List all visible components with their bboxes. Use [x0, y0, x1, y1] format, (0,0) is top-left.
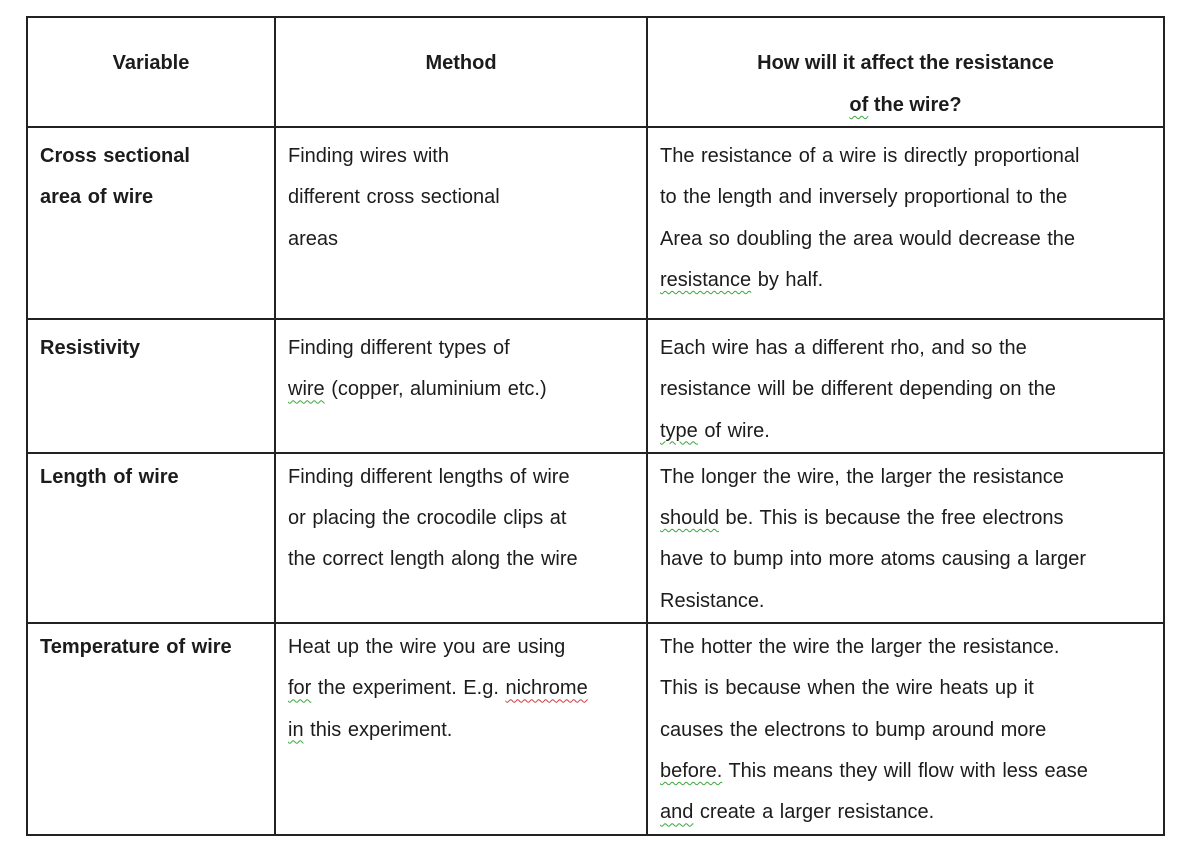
header-effect-line2: of the wire? [849, 94, 962, 116]
effect-text: Resistance. [660, 589, 765, 612]
cell-method [275, 319, 647, 453]
method-text: Finding wires with [288, 145, 449, 167]
grammar-flagged-word[interactable]: in [288, 718, 304, 741]
effect-text: This is because when the wire heats up it [660, 677, 1034, 700]
method-text: in this experiment. [288, 718, 453, 741]
header-method-label: Method [425, 52, 497, 74]
variables-table [26, 16, 1165, 836]
method-text: Finding different types of [288, 337, 510, 359]
method-text: Finding different lengths of wire [288, 465, 570, 488]
cell-effect [647, 623, 1164, 834]
header-effect-line1: How will it affect the resistance [757, 52, 1054, 74]
method-text: for the experiment. E.g. nichrome [288, 677, 588, 700]
effect-text: and create a larger resistance. [660, 801, 935, 824]
cell-effect [647, 319, 1164, 453]
variable-text: Resistivity [40, 337, 141, 359]
variable-text: Length of wire [40, 465, 179, 488]
cell-variable [27, 623, 275, 834]
cell-variable [27, 319, 275, 453]
header-effect [647, 17, 1164, 127]
variable-text: Cross sectional [40, 145, 190, 167]
table-row [27, 453, 1164, 623]
method-text: Heat up the wire you are using [288, 636, 566, 659]
grammar-flagged-word[interactable]: should [660, 507, 719, 530]
method-text: wire (copper, aluminium etc.) [288, 378, 547, 401]
cell-effect [647, 127, 1164, 319]
header-method [275, 17, 647, 127]
effect-text: The longer the wire, the larger the resistance [660, 465, 1064, 488]
effect-text: resistance will be different depending on the [660, 378, 1056, 401]
cell-method [275, 453, 647, 623]
effect-text: The resistance of a wire is directly proportional [660, 145, 1080, 167]
grammar-flagged-word[interactable]: before. [660, 759, 723, 782]
method-text: the correct length along the wire [288, 548, 578, 571]
effect-text: Area so doubling the area would decrease the [660, 227, 1076, 250]
effect-text: Each wire has a different rho, and so the [660, 337, 1027, 359]
cell-effect [647, 453, 1164, 623]
grammar-flagged-word[interactable]: of [849, 94, 869, 116]
method-text: or placing the crocodile clips at [288, 507, 567, 530]
effect-text: type of wire. [660, 419, 770, 442]
cell-method [275, 127, 647, 319]
method-text: different cross sectional [288, 186, 500, 209]
variable-text: Temperature of wire [40, 636, 232, 659]
effect-text: causes the electrons to bump around more [660, 718, 1047, 741]
grammar-flagged-word[interactable]: wire [288, 378, 325, 401]
cell-variable [27, 453, 275, 623]
header-variable-label: Variable [112, 52, 190, 74]
grammar-flagged-word[interactable]: type [660, 419, 698, 442]
cell-method [275, 623, 647, 834]
table-header-row [27, 17, 1164, 127]
grammar-flagged-word[interactable]: resistance [660, 268, 752, 291]
effect-text: resistance by half. [660, 268, 824, 291]
effect-text: to the length and inversely proportional to the [660, 186, 1068, 209]
table-row [27, 623, 1164, 834]
variable-text: area of wire [40, 186, 154, 209]
method-text: areas [288, 227, 339, 250]
grammar-flagged-word[interactable]: and [660, 801, 694, 824]
effect-text: before. This means they will flow with less ease [660, 759, 1088, 782]
table-row [27, 127, 1164, 319]
grammar-flagged-word[interactable]: for [288, 677, 312, 700]
cell-variable [27, 127, 275, 319]
effect-text: should be. This is because the free electrons [660, 507, 1064, 530]
spelling-flagged-word[interactable]: nichrome [505, 677, 588, 700]
header-variable [27, 17, 275, 127]
table-row [27, 319, 1164, 453]
effect-text: The hotter the wire the larger the resistance. [660, 636, 1060, 659]
effect-text: have to bump into more atoms causing a larger [660, 548, 1086, 571]
